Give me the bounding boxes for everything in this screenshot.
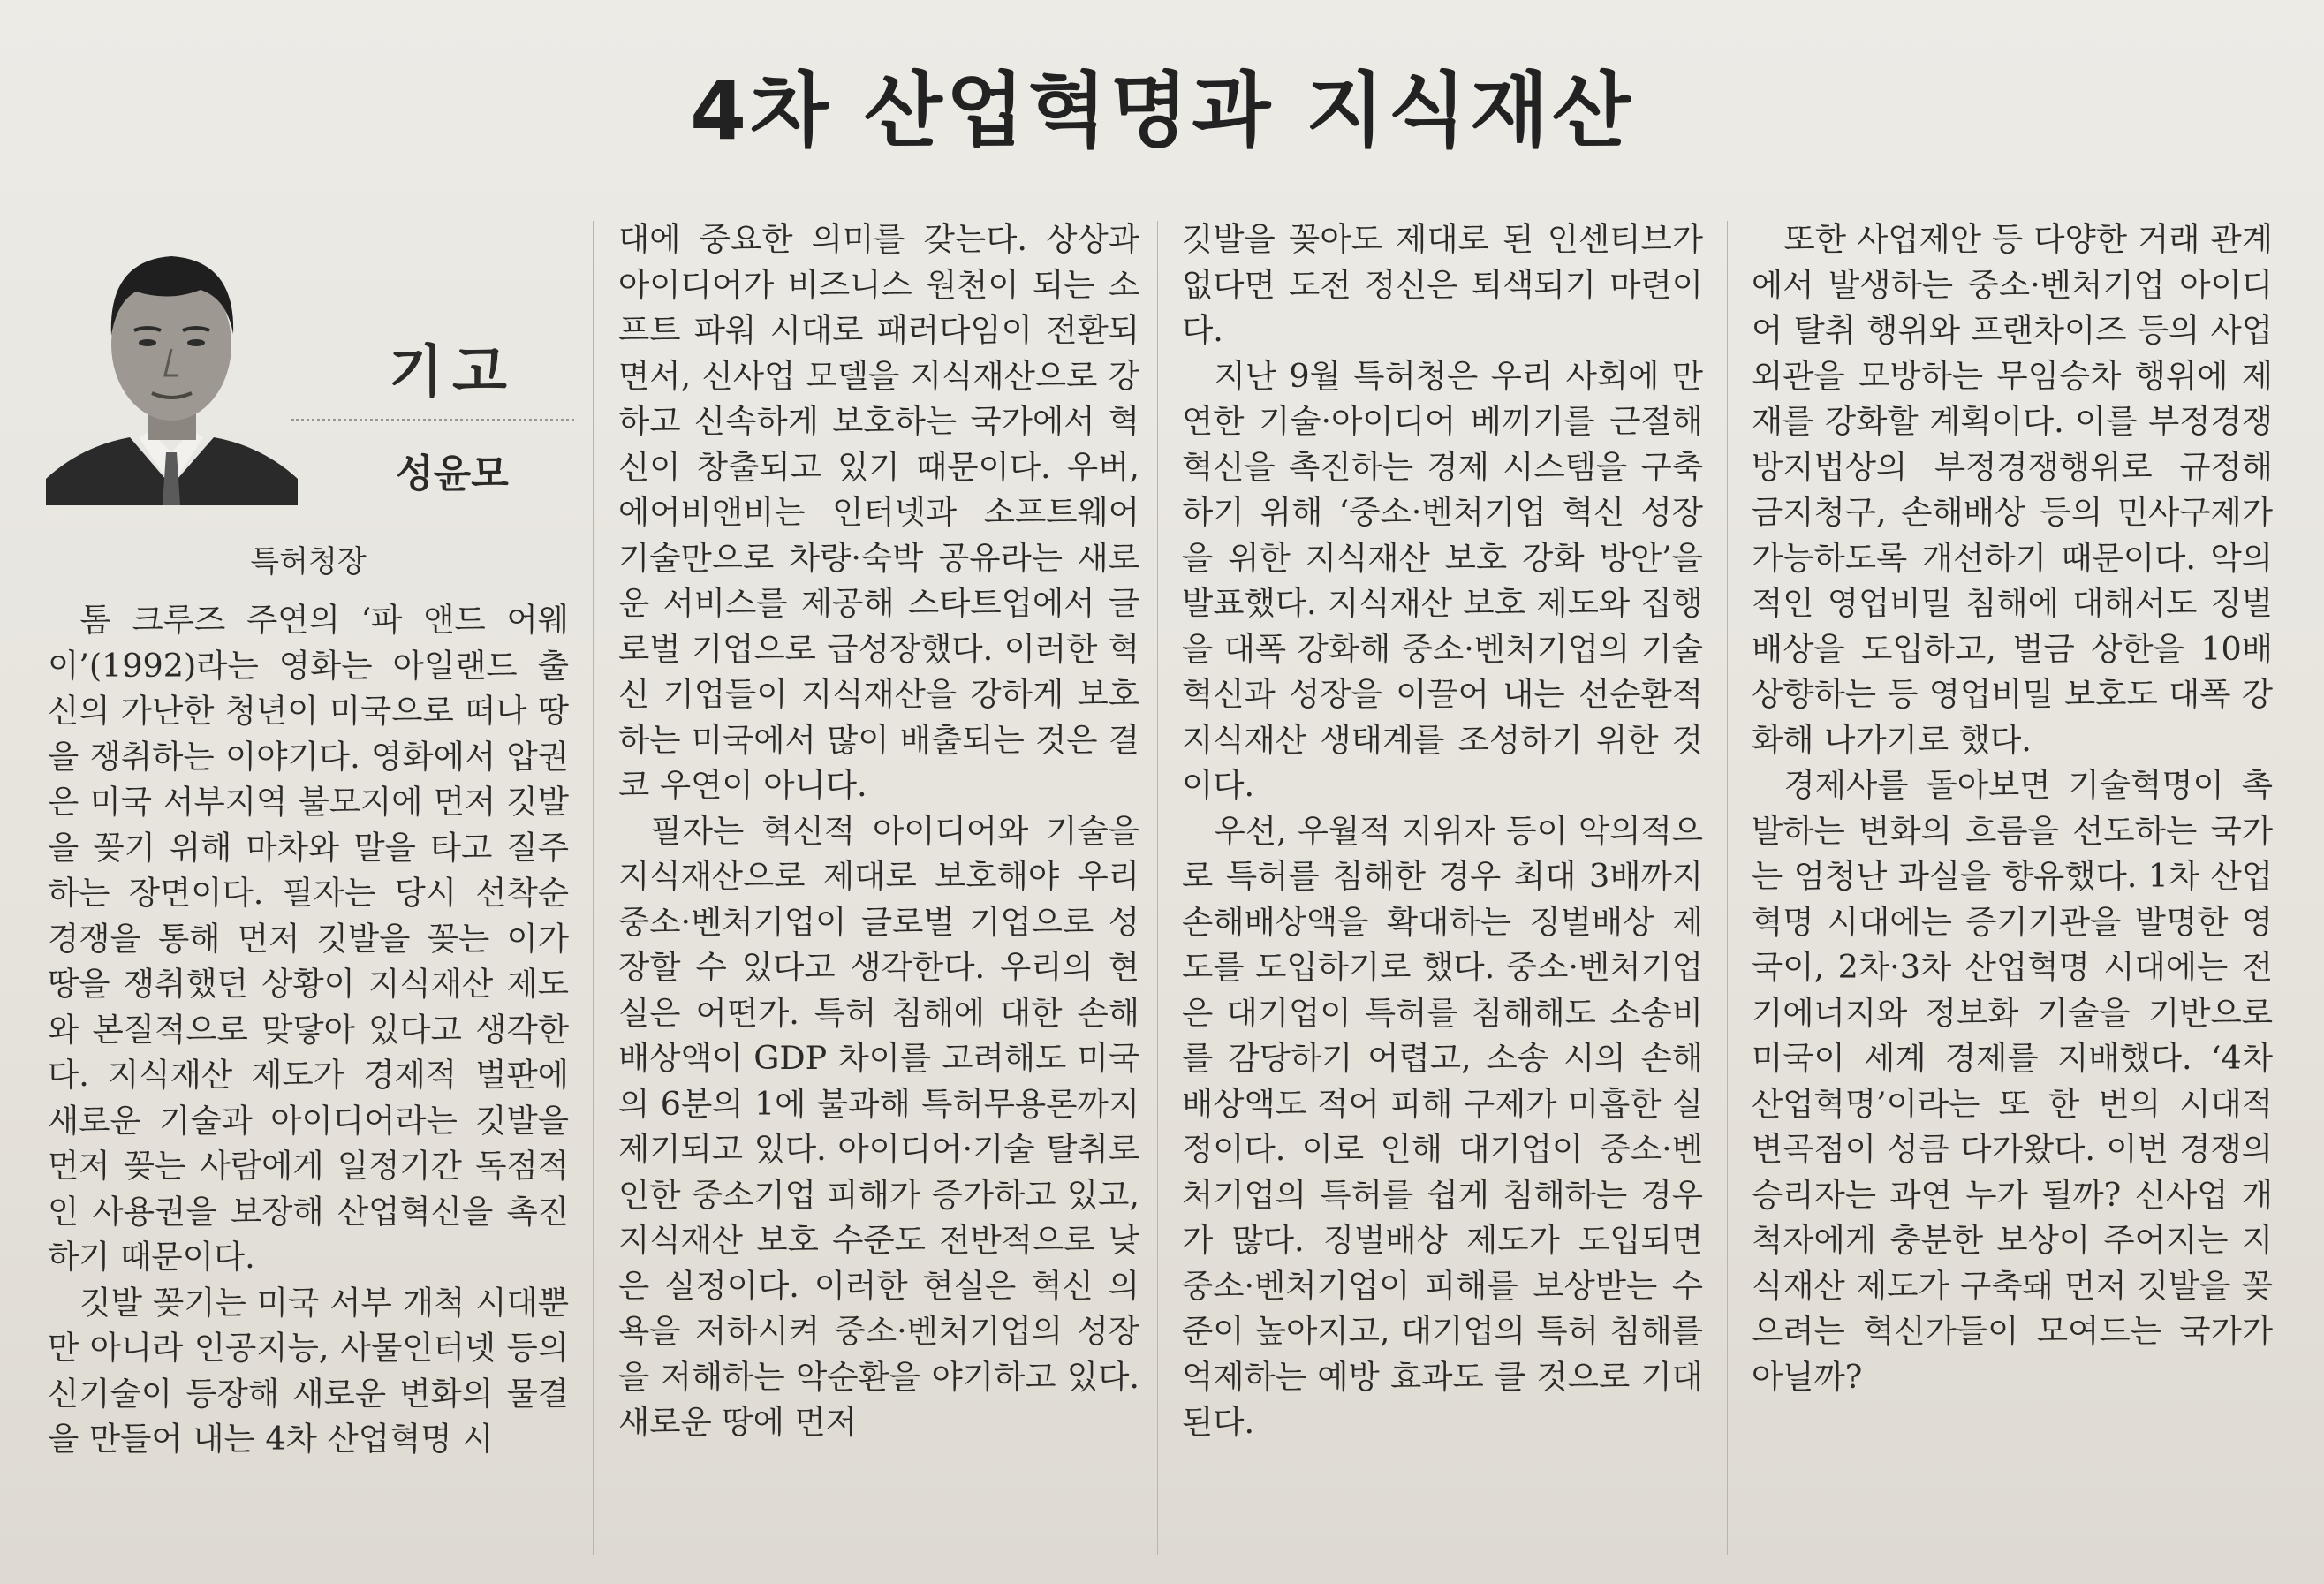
paragraph: 톰 크루즈 주연의 ‘파 앤드 어웨이’(1992)라는 영화는 아일랜드 출신의 가난한 청년이 미국으로 떠나 땅을 쟁취하는 이야기다. 영화에서 압권은 미국 서부지역 불모지에 먼저 깃발을 꽂기 위해 마차와 말을 타고 질주하는 장면이다. 필자는 당시 선착순 경쟁을 통해 먼저 깃발을 꽂는 이가 땅을 쟁취했던 상황이 지식재산 제도와 본질적으로 맞닿아 있다고 생각한다. 지식재산 제도가 경제적 벌판에 새로운 기술과 아이디어라는 깃발을 먼저 꽂는 사람에게 일정기간 독점적인 사용권을 보장해 산업혁신을 촉진하기 때문이다.: [48, 601, 569, 1276]
article-column-4: [1752, 216, 2273, 1399]
headline: 4차 산업혁명과 지식재산: [690, 64, 1634, 158]
column-divider: [1157, 221, 1158, 1555]
article-column-1: [48, 597, 569, 1462]
author-photo: [46, 221, 298, 505]
article-column-3: [1182, 216, 1703, 1445]
paragraph: 필자는 혁신적 아이디어와 기술을 지식재산으로 제대로 보호해야 우리 중소·벤처기업이 글로벌 기업으로 성장할 수 있다고 생각한다. 우리의 현실은 어떤가. 특허 침해에 대한 손해배상액이 GDP 차이를 고려해도 미국의 6분의 1에 불과해 특허무용론까지 제기되고 있다. 아이디어·기술 탈취로 인한 중소기업 피해가 증가하고 있고, 지식재산 보호 수준도 전반적으로 낮은 실정이다. 이러한 현실은 혁신 의욕을 저하시켜 중소·벤처기업의 성장을 저해하는 악순환을 야기하고 있다. 새로운 땅에 먼저: [618, 811, 1139, 1441]
paragraph: 경제사를 돌아보면 기술혁명이 촉발하는 변화의 흐름을 선도하는 국가는 엄청난 과실을 향유했다. 1차 산업혁명 시대에는 증기기관을 발명한 영국이, 2차·3차 산업혁명 시대에는 전기에너지와 정보화 기술을 기반으로 미국이 세계 경제를 지배했다. ‘4차 산업혁명’이라는 또 한 번의 시대적 변곡점이 성큼 다가왔다. 이번 경쟁의 승리자는 과연 누가 될까? 신사업 개척자에게 충분한 보상이 주어지는 지식재산 제도가 구축돼 먼저 깃발을 꽂으려는 혁신가들이 모여드는 국가가 아닐까?: [1752, 766, 2273, 1396]
paragraph: 깃발을 꽂아도 제대로 된 인센티브가 없다면 도전 정신은 퇴색되기 마련이다.: [1182, 220, 1703, 349]
byline-divider: [291, 419, 574, 421]
paragraph: 또한 사업제안 등 다양한 거래 관계에서 발생하는 중소·벤처기업 아이디어 탈취 행위와 프랜차이즈 등의 사업 외관을 모방하는 무임승차 행위에 제재를 강화할 계획이다. 이를 부정경쟁방지법상의 부정경쟁행위로 규정해 금지청구, 손해배상 등의 민사구제가 가능하도록 개선하기 때문이다. 악의적인 영업비밀 침해에 대해서도 징벌배상을 도입하고, 벌금 상한을 10배 상향하는 등 영업비밀 보호도 대폭 강화해 나가기로 했다.: [1752, 220, 2273, 759]
paragraph: 우선, 우월적 지위자 등이 악의적으로 특허를 침해한 경우 최대 3배까지 손해배상액을 확대하는 징벌배상 제도를 도입하기로 했다. 중소·벤처기업은 대기업이 특허를 침해해도 소송비를 감당하기 어렵고, 소송 시의 손해배상액도 적어 피해 구제가 미흡한 실정이다. 이로 인해 대기업이 중소·벤처기업의 특허를 쉽게 침해하는 경우가 많다. 징벌배상 제도가 도입되면 중소·벤처기업이 피해를 보상받는 수준이 높아지고, 대기업의 특허 침해를 억제하는 예방 효과도 클 것으로 기대된다.: [1182, 811, 1703, 1441]
paragraph: 지난 9월 특허청은 우리 사회에 만연한 기술·아이디어 베끼기를 근절해 혁신을 촉진하는 경제 시스템을 구축하기 위해 ‘중소·벤처기업 혁신 성장을 위한 지식재산 보호 강화 방안’을 발표했다. 지식재산 보호 제도와 집행을 대폭 강화해 중소·벤처기업의 기술혁신과 성장을 이끌어 내는 선순환적 지식재산 생태계를 조성하기 위한 것이다.: [1182, 356, 1703, 804]
column-divider: [593, 221, 594, 1555]
paragraph: 깃발 꽂기는 미국 서부 개척 시대뿐만 아니라 인공지능, 사물인터넷 등의 신기술이 등장해 새로운 변화의 물결을 만들어 내는 4차 산업혁명 시: [48, 1283, 569, 1458]
column-divider: [1727, 221, 1728, 1555]
paragraph: 대에 중요한 의미를 갖는다. 상상과 아이디어가 비즈니스 원천이 되는 소프트 파워 시대로 패러다임이 전환되면서, 신사업 모델을 지식재산으로 강하고 신속하게 보호하는 국가에서 혁신이 창출되고 있기 때문이다. 우버, 에어비앤비는 인터넷과 소프트웨어 기술만으로 차량·숙박 공유라는 새로운 서비스를 제공해 스타트업에서 글로벌 기업으로 급성장했다. 이러한 혁신 기업들이 지식재산을 강하게 보호하는 미국에서 많이 배출되는 것은 결코 우연이 아니다.: [618, 220, 1139, 804]
article-column-2: [618, 216, 1139, 1445]
section-label: 기고: [389, 340, 516, 405]
author-name: 성윤모: [396, 451, 509, 496]
author-title: 특허청장: [250, 544, 367, 580]
